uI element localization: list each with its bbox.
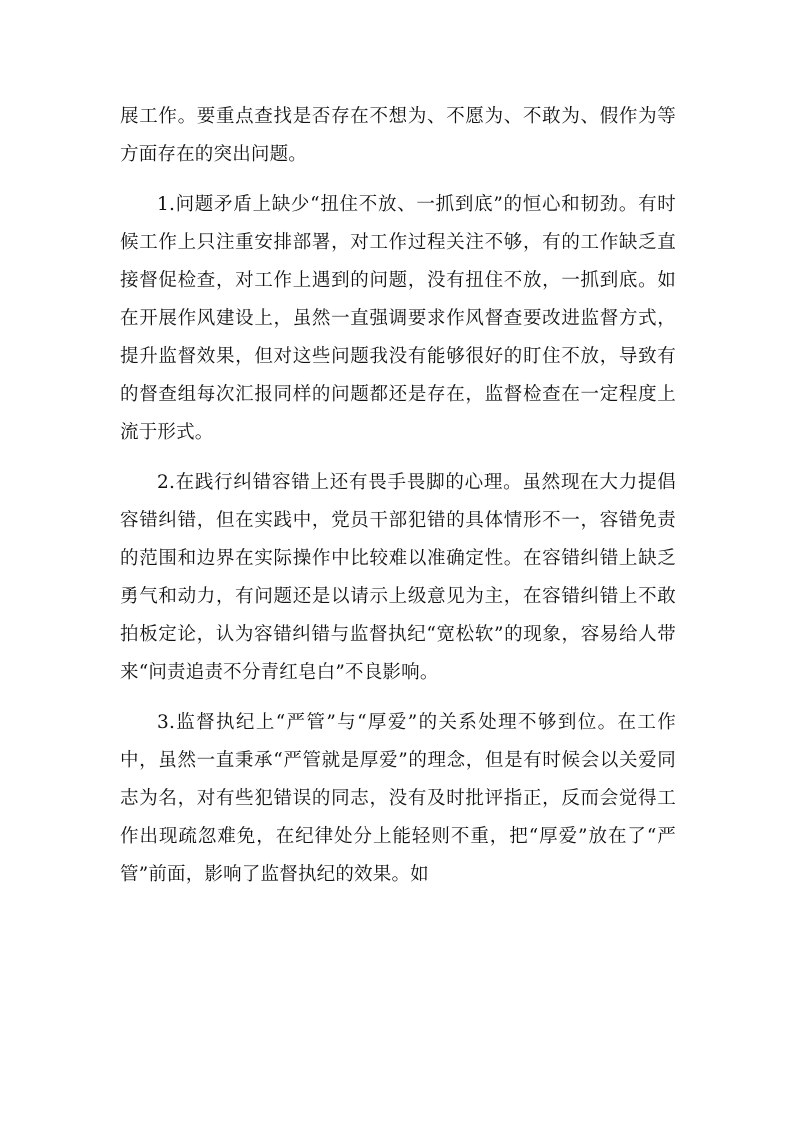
paragraph-item-3: 3.监督执纪上“严管”与“厚爱”的关系处理不够到位。在工作中，虽然一直秉承“严管就是厚爱”的理念，但是有时候会以关爱同志为名，对有些犯错误的同志，没有及时批评指正，反而会觉得工作出现疏忽难免，在纪律处分上能轻则不重，把“厚爱”放在了“严管”前面，影响了监督执纪的效果。如 (120, 712, 676, 885)
paragraph-item-2: 2.在践行纠错容错上还有畏手畏脚的心理。虽然现在大力提倡容错纠错，但在实践中，党员干部犯错的具体情形不一，容错免责的范围和边界在实际操作中比较难以准确定性。在容错纠错上缺乏勇气和动力，有问题还是以请示上级意见为主，在容错纠错上不敢拍板定论，认为容错纠错与监督执纪“宽松软”的现象，容易给人带来“问责追责不分青红皂白”不良影响。 (120, 472, 676, 683)
paragraph-continuation: 展工作。要重点查找是否存在不想为、不愿为、不敢为、假作为等方面存在的突出问题。 (120, 106, 676, 165)
document-body (120, 98, 676, 894)
paragraph-item-1: 1.问题矛盾上缺少“扭住不放、一抓到底”的恒心和韧劲。有时候工作上只注重安排部署，对工作过程关注不够，有的工作缺乏直接督促检查，对工作上遇到的问题，没有扭住不放，一抓到底。如在开展作风建设上，虽然一直强调要求作风督查要改进监督方式，提升监督效果，但对这些问题我没有能够很好的盯住不放，导致有的督查组每次汇报同样的问题都还是存在，监督检查在一定程度上流于形式。 (120, 194, 676, 443)
